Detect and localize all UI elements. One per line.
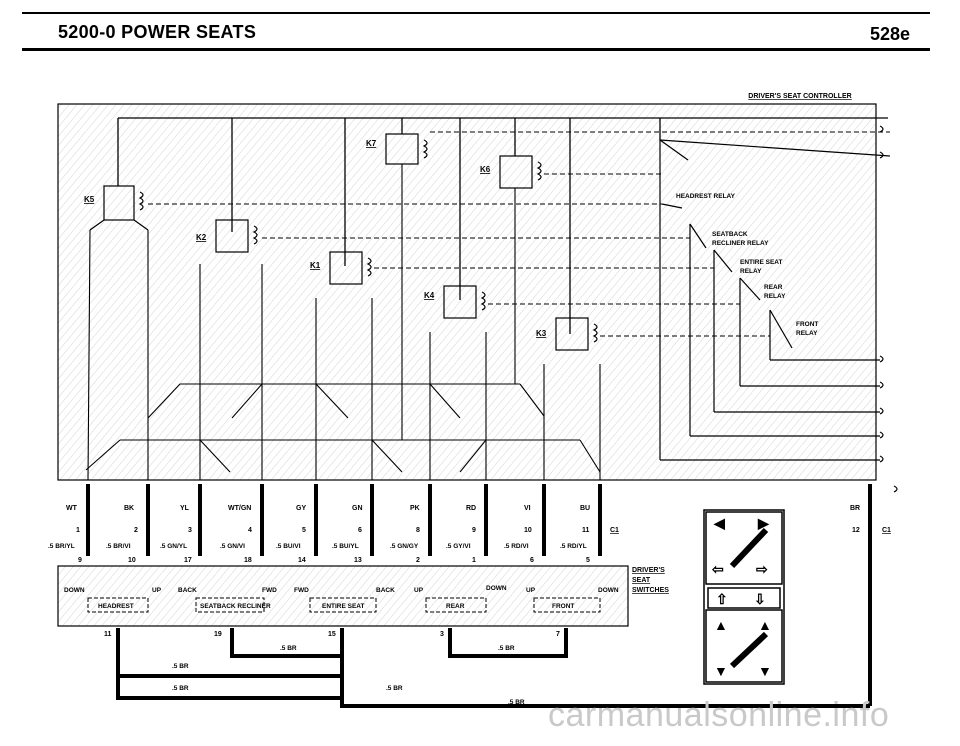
svg-text:BACK: BACK (178, 587, 197, 594)
svg-text:15: 15 (328, 631, 336, 638)
svg-text:10: 10 (128, 557, 136, 564)
svg-text:3: 3 (440, 631, 444, 638)
seat-up-icon: ⇧ (716, 591, 728, 607)
switches-label (632, 567, 669, 594)
arrow-left-icon: ◀ (714, 515, 725, 531)
relay-name-entire-2: RELAY (740, 268, 762, 275)
svg-text:.5 GN/YL: .5 GN/YL (160, 543, 188, 550)
controller-label: DRIVER'S SEAT CONTROLLER (748, 93, 852, 100)
svg-text:FRONT: FRONT (552, 603, 575, 610)
arrow-left-outline-icon: ⇦ (712, 561, 724, 577)
svg-text:19: 19 (214, 631, 222, 638)
relay-label-k1: K1 (310, 261, 321, 270)
svg-text:DOWN: DOWN (598, 587, 619, 594)
svg-text:11: 11 (104, 631, 112, 638)
svg-text:9: 9 (78, 557, 82, 564)
svg-text:.5 BR: .5 BR (498, 645, 515, 652)
seat-down-icon: ⇩ (754, 591, 766, 607)
svg-text:DRIVER'S: DRIVER'S (632, 567, 665, 574)
relay-name-front-1: FRONT (796, 321, 819, 328)
svg-text:2: 2 (134, 527, 138, 534)
relay-name-front-2: RELAY (796, 330, 818, 337)
svg-text:SWITCHES: SWITCHES (632, 587, 669, 594)
svg-text:.5 RD/YL: .5 RD/YL (560, 543, 587, 550)
svg-text:.5 GN/VI: .5 GN/VI (220, 543, 245, 550)
svg-text:5: 5 (586, 557, 590, 564)
svg-text:.5 BR/YL: .5 BR/YL (48, 543, 75, 550)
svg-text:.5 GY/VI: .5 GY/VI (446, 543, 471, 550)
arrow-up-right-icon: ▲ (758, 617, 772, 633)
relay-name-seatback-1: SEATBACK (712, 231, 748, 238)
relay-name-rear-1: REAR (764, 284, 783, 291)
arrow-down-left-icon: ▼ (714, 663, 728, 679)
svg-text:BR: BR (850, 505, 861, 512)
arrow-right-icon: ▶ (758, 515, 769, 531)
svg-text:2: 2 (416, 557, 420, 564)
ground-pin-labels (104, 631, 560, 638)
svg-text:.5 BR: .5 BR (172, 663, 189, 670)
relay-label-k4: K4 (424, 291, 435, 300)
svg-text:6: 6 (530, 557, 534, 564)
svg-text:UP: UP (526, 587, 536, 594)
svg-text:9: 9 (472, 527, 476, 534)
svg-text:18: 18 (244, 557, 252, 564)
svg-text:10: 10 (524, 527, 532, 534)
connector-c1-right: C1 (882, 527, 891, 534)
svg-text:BK: BK (124, 505, 135, 512)
svg-text:1: 1 (76, 527, 80, 534)
arrow-up-left-icon: ▲ (714, 617, 728, 633)
svg-text:UP: UP (152, 587, 162, 594)
switch-box (58, 566, 628, 626)
svg-text:.5 BR: .5 BR (508, 699, 525, 706)
svg-text:SEATBACK RECLINER: SEATBACK RECLINER (200, 603, 271, 610)
svg-text:ENTIRE SEAT: ENTIRE SEAT (322, 603, 365, 610)
connector-c1: C1 (610, 527, 619, 534)
svg-text:17: 17 (184, 557, 192, 564)
svg-text:.5 BU/VI: .5 BU/VI (276, 543, 301, 550)
svg-text:8: 8 (416, 527, 420, 534)
svg-text:UP: UP (414, 587, 424, 594)
svg-text:.5 BR: .5 BR (280, 645, 297, 652)
svg-text:DOWN: DOWN (64, 587, 85, 594)
watermark: carmanualsonline.info (548, 696, 890, 734)
svg-text:.5 BU/YL: .5 BU/YL (332, 543, 359, 550)
svg-text:.5 BR: .5 BR (172, 685, 189, 692)
page-number: 528e (869, 24, 910, 44)
relay-label-k2: K2 (196, 233, 207, 242)
svg-text:6: 6 (358, 527, 362, 534)
svg-text:DOWN: DOWN (486, 585, 507, 592)
svg-text:11: 11 (582, 527, 590, 534)
svg-text:.5 BR/VI: .5 BR/VI (106, 543, 131, 550)
svg-text:BACK: BACK (376, 587, 395, 594)
svg-text:FWD: FWD (294, 587, 309, 594)
svg-text:WT: WT (66, 505, 77, 512)
svg-text:RD: RD (466, 505, 477, 512)
svg-text:12: 12 (852, 527, 860, 534)
svg-text:.5 BR: .5 BR (386, 685, 403, 692)
svg-text:WT/GN: WT/GN (228, 505, 252, 512)
relay-name-entire-1: ENTIRE SEAT (740, 259, 783, 266)
arrow-down-right-icon: ▼ (758, 663, 772, 679)
svg-text:7: 7 (556, 631, 560, 638)
svg-text:1: 1 (472, 557, 476, 564)
svg-text:PK: PK (410, 505, 420, 512)
relay-label-k5: K5 (84, 195, 95, 204)
svg-text:GN: GN (352, 505, 363, 512)
relay-label-k3: K3 (536, 329, 547, 338)
svg-text:4: 4 (248, 527, 252, 534)
relay-label-k6: K6 (480, 165, 491, 174)
svg-text:3: 3 (188, 527, 192, 534)
arrow-right-outline-icon: ⇨ (756, 561, 768, 577)
svg-text:YL: YL (180, 505, 189, 512)
svg-text:FWD: FWD (262, 587, 277, 594)
svg-text:HEADREST: HEADREST (98, 603, 134, 610)
svg-text:.5 RD/VI: .5 RD/VI (504, 543, 529, 550)
relay-name-rear-2: RELAY (764, 293, 786, 300)
relay-name-headrest: HEADREST RELAY (676, 193, 735, 200)
svg-text:REAR: REAR (446, 603, 465, 610)
svg-text:SEAT: SEAT (632, 577, 651, 584)
page-title: 5200-0 POWER SEATS (58, 22, 257, 42)
pin-labels-bottom (78, 557, 590, 564)
svg-text:13: 13 (354, 557, 362, 564)
svg-text:.5 GN/GY: .5 GN/GY (390, 543, 419, 550)
svg-text:VI: VI (524, 505, 531, 512)
svg-text:14: 14 (298, 557, 306, 564)
svg-text:GY: GY (296, 505, 307, 512)
svg-text:BU: BU (580, 505, 591, 512)
relay-label-k7: K7 (366, 139, 377, 148)
relay-name-seatback-2: RECLINER RELAY (712, 240, 769, 247)
svg-text:5: 5 (302, 527, 306, 534)
